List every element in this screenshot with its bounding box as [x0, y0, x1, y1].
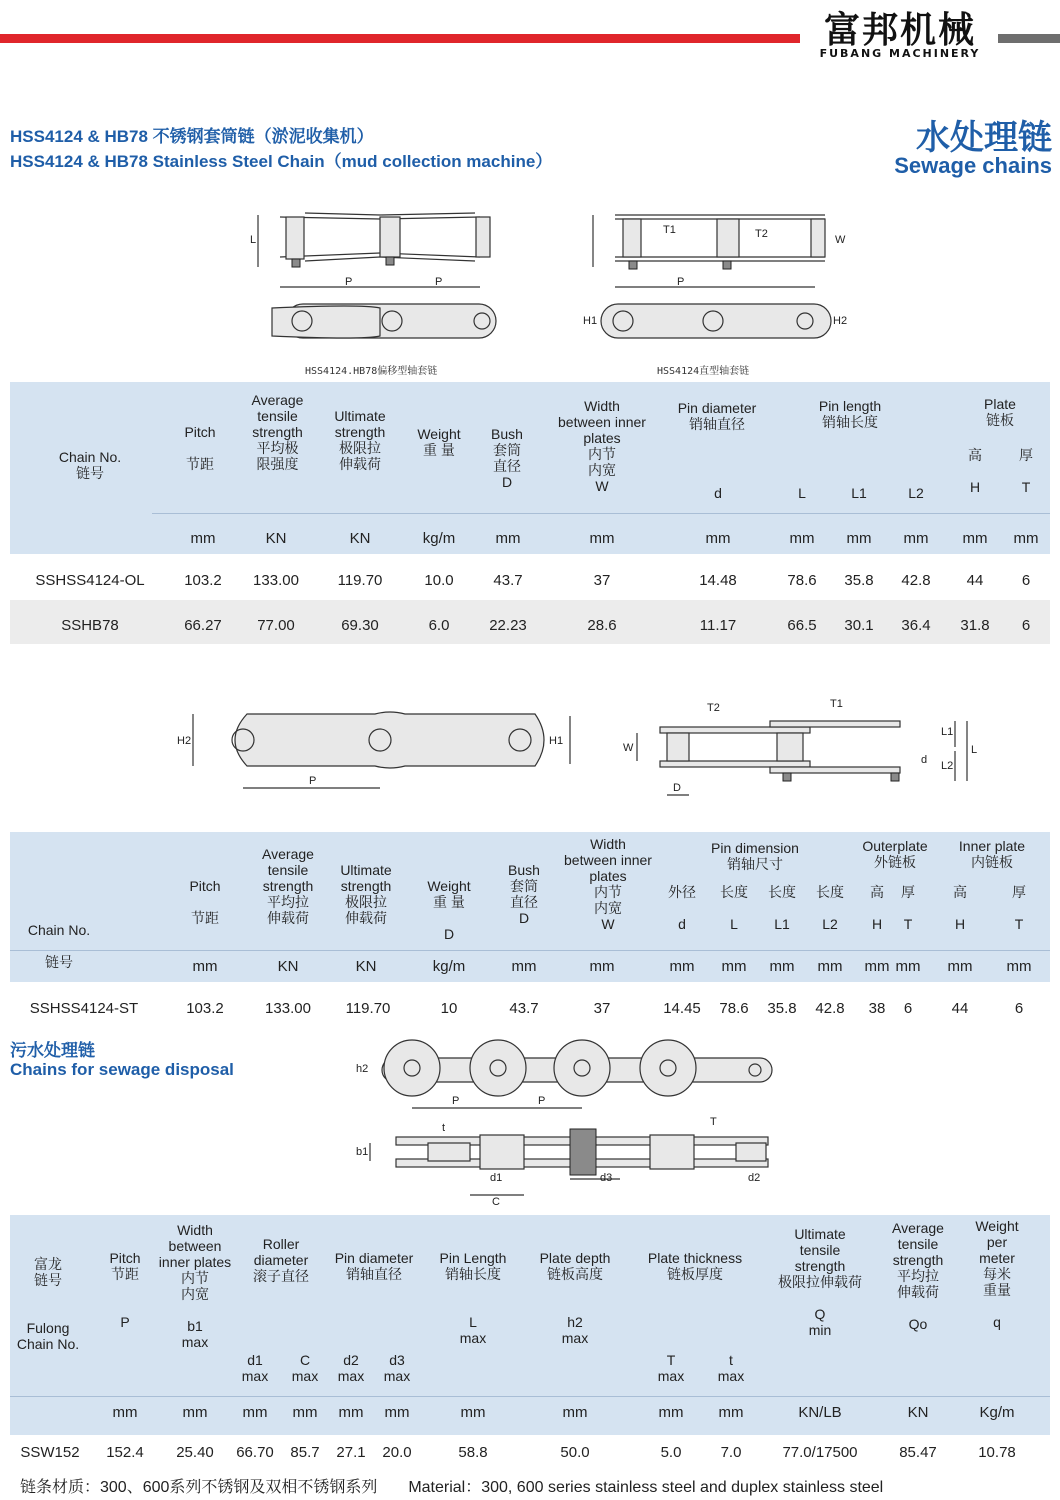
- section3-title-en: Chains for sewage disposal: [10, 1060, 234, 1079]
- label-sd-t: t: [442, 1122, 446, 1134]
- table1-header-d: d: [714, 485, 722, 501]
- label-sd-pitch-2: P: [538, 1095, 546, 1107]
- table1-cell: 44: [966, 572, 984, 589]
- table1-cell: 22.23: [489, 617, 527, 634]
- table1-unit: mm: [495, 530, 521, 547]
- footer-material-en: Material：300, 600 series stainless steel and duplex stainless steel: [408, 1479, 884, 1496]
- label-sd-d1: d1: [490, 1172, 503, 1184]
- table3-unit: mm: [182, 1404, 208, 1421]
- label-st-h1: H1: [549, 735, 564, 747]
- table3-header-c: C max: [291, 1352, 319, 1384]
- table2-header-ih: 高 H: [953, 884, 967, 932]
- table3-cell-chain: SSW152: [20, 1444, 80, 1461]
- table2-header-len: 长度 L: [720, 884, 748, 932]
- table1-header-H: 高 H: [968, 447, 982, 495]
- table2-cell: 78.6: [719, 1000, 749, 1017]
- table1-unit: KN: [349, 530, 371, 547]
- table2-header-weight: Weight 重 量 D: [427, 878, 471, 942]
- st-chain-plate-diagram: [175, 700, 585, 800]
- table3-header-pin-l: Pin Length 销轴长度 L max: [439, 1250, 507, 1346]
- table3-unit: mm: [384, 1404, 410, 1421]
- table1-cell: 43.7: [493, 572, 523, 589]
- table3-unit: KN: [907, 1404, 929, 1421]
- table3-cell: 50.0: [560, 1444, 590, 1461]
- label-sd-d2: d2: [748, 1172, 761, 1184]
- table3-header-T: T max: [657, 1352, 685, 1384]
- table1-cell: 66.5: [787, 617, 817, 634]
- table1-cell-chain: SSHB78: [61, 617, 119, 634]
- label-sd-pitch-1: P: [452, 1095, 460, 1107]
- table3-unit: mm: [718, 1404, 744, 1421]
- label-sd-h2: h2: [356, 1063, 369, 1075]
- table1-unit: KN: [265, 530, 287, 547]
- table1-header-ult: Ultimate strength 极限拉 伸载荷: [334, 408, 386, 472]
- table1-unit: mm: [589, 530, 615, 547]
- label-sd-T: T: [710, 1116, 717, 1128]
- label-st-w: W: [623, 742, 634, 754]
- table3-header-d1: d1 max: [241, 1352, 269, 1384]
- table2-header-od: 外径 d: [668, 884, 696, 932]
- table1-header-bush: Bush 套筒 直径 D: [491, 426, 523, 490]
- table2-cell: 6: [903, 1000, 913, 1017]
- table1-header-plate: Plate 链板: [984, 396, 1016, 428]
- label-straight-w: W: [835, 234, 846, 246]
- table3-unit: mm: [562, 1404, 588, 1421]
- table1-unit: mm: [903, 530, 929, 547]
- table2-header-outer: Outerplate 外链板: [862, 838, 928, 870]
- table2-cell-chain: SSHSS4124-ST: [29, 1000, 139, 1017]
- label-straight-h1: H1: [583, 315, 598, 327]
- table3-header-weight: Weight per meter 每米 重量 q: [975, 1218, 1019, 1330]
- table1-unit: mm: [846, 530, 872, 547]
- table3-cell: 85.47: [899, 1444, 937, 1461]
- brand-name-cn: 富邦机械: [823, 10, 976, 51]
- table1-cell: 77.00: [257, 617, 295, 634]
- sewage-chain-side-diagram: [350, 1115, 800, 1207]
- table1-header-pitch: Pitch 节距: [184, 424, 216, 472]
- table2-cell: 10: [440, 1000, 458, 1017]
- table3-header-ult: Ultimate tensile strength 极限拉伸载荷 Q min: [778, 1226, 862, 1338]
- table2-unit: mm: [721, 958, 747, 975]
- table1-header-chain: Chain No. 链号: [58, 449, 122, 481]
- table1-cell: 10.0: [424, 572, 454, 589]
- table2-unit: mm: [864, 958, 890, 975]
- straight-chain-side-diagram: [585, 205, 855, 295]
- table3-header-width: Width between inner plates 内节 内宽 b1 max: [158, 1222, 232, 1350]
- table1-unit: mm: [1013, 530, 1039, 547]
- table2-cell: 6: [1014, 1000, 1024, 1017]
- table1-header-pin-l: Pin length 销轴长度: [818, 398, 882, 430]
- label-st-l: L: [971, 744, 978, 756]
- table2-unit: KN: [355, 958, 377, 975]
- table3-unit: mm: [658, 1404, 684, 1421]
- table1-cell: 6.0: [428, 617, 450, 634]
- brand-name-en: FUBANG MACHINERY: [819, 47, 981, 60]
- table1-header-divider: [152, 513, 1050, 514]
- table2-cell: 14.45: [663, 1000, 701, 1017]
- label-offset-pitch-2: P: [435, 276, 443, 288]
- st-chain-side-diagram: [615, 695, 990, 805]
- table2-header-pitch: Pitch 节距: [189, 878, 221, 926]
- table2-unit: mm: [817, 958, 843, 975]
- footer-material: [20, 1474, 883, 1497]
- table2-unit: mm: [947, 958, 973, 975]
- table3-cell: 20.0: [382, 1444, 412, 1461]
- table1-cell-chain: SSHSS4124-OL: [35, 572, 145, 589]
- table2-header-it: 厚 T: [1012, 884, 1026, 932]
- table1-cell: 133.00: [253, 572, 299, 589]
- table3-header-pin-d: Pin diameter 销轴直径: [334, 1250, 414, 1282]
- table2-header-divider: [10, 950, 1050, 951]
- table3-unit: KN/LB: [798, 1404, 842, 1421]
- label-st-l1: L1: [941, 726, 954, 738]
- table1-header-weight: Weight 重 量: [417, 426, 461, 458]
- label-sd-b1: b1: [356, 1146, 369, 1158]
- table2-unit: mm: [769, 958, 795, 975]
- table2-header-len1: 长度 L1: [768, 884, 796, 932]
- table1-header-width: Width between inner plates 内节 内宽 W: [558, 398, 646, 494]
- table3-cell: 58.8: [458, 1444, 488, 1461]
- caption-straight-chain: HSS4124直型轴套链: [657, 366, 750, 377]
- table1-cell: 103.2: [184, 572, 222, 589]
- caption-offset-chain: HSS4124.HB78偏移型轴套链: [305, 366, 438, 377]
- offset-chain-side-diagram: [250, 205, 520, 295]
- label-st-t1: T1: [830, 698, 843, 710]
- table2-header-width: Width between inner plates 内节 内宽 W: [564, 836, 652, 932]
- table1-cell: 37: [593, 572, 611, 589]
- label-offset-pitch-1: P: [345, 276, 353, 288]
- table1-cell: 31.8: [960, 617, 990, 634]
- label-st-d: d: [921, 754, 928, 766]
- label-straight-t2: T2: [755, 228, 768, 240]
- table2-unit: mm: [511, 958, 537, 975]
- table3-cell: 5.0: [660, 1444, 682, 1461]
- table2-unit: mm: [1006, 958, 1032, 975]
- table1-cell: 35.8: [844, 572, 874, 589]
- table3-header-roller: Roller diameter 滚子直径: [253, 1236, 309, 1284]
- table2-cell: 103.2: [186, 1000, 224, 1017]
- label-offset-l: L: [250, 234, 257, 246]
- table3-header-pitch: Pitch 节距 P: [109, 1250, 141, 1330]
- table2-header-pin: Pin dimension 销轴尺寸: [711, 840, 799, 872]
- table3-unit: mm: [460, 1404, 486, 1421]
- table1-header-L2: L2: [908, 485, 924, 501]
- table1-cell: 119.70: [337, 572, 383, 589]
- table1-header-L1: L1: [851, 485, 867, 501]
- table2-header-ult: Ultimate strength 极限拉 伸载荷: [340, 862, 392, 926]
- footer-material-cn: 链条材质：300、600系列不锈钢及双相不锈钢系列: [20, 1479, 378, 1496]
- category-title-cn: 水处理链: [916, 118, 1052, 158]
- label-straight-pitch: P: [677, 276, 685, 288]
- table2-cell: 38: [868, 1000, 886, 1017]
- label-st-bush-d: D: [673, 782, 681, 794]
- table3-header-divider: [10, 1396, 1050, 1397]
- page-title-en: HSS4124 & HB78 Stainless Steel Chain（mud collection machine）: [10, 152, 553, 171]
- table2-unit: mm: [192, 958, 218, 975]
- label-st-t2: T2: [707, 702, 720, 714]
- straight-chain-plate-diagram: [583, 300, 848, 342]
- table2-header-len2: 长度 L2: [816, 884, 844, 932]
- table1-cell: 6: [1021, 617, 1031, 634]
- table3-header-thick: Plate thickness 链板厚度: [647, 1250, 743, 1282]
- table1-header-T: 厚 T: [1019, 447, 1033, 495]
- table3-cell: 10.78: [978, 1444, 1016, 1461]
- table3-cell: 152.4: [106, 1444, 144, 1461]
- table2-header-chain: Chain No. 链号: [27, 922, 91, 970]
- table1-unit: mm: [705, 530, 731, 547]
- table1-cell: 11.17: [699, 617, 737, 634]
- table1-cell: 42.8: [901, 572, 931, 589]
- section3-title-cn: 污水处理链: [10, 1041, 95, 1060]
- table2-cell: 42.8: [815, 1000, 845, 1017]
- table3-header-d3: d3 max: [383, 1352, 411, 1384]
- table1-cell: 28.6: [587, 617, 617, 634]
- table1-header-pin-d: Pin diameter 销轴直径: [677, 400, 757, 432]
- table3-unit: Kg/m: [979, 1404, 1015, 1421]
- header-red-bar: [0, 34, 800, 43]
- table1-header-avg: Average tensile strength 平均极 限强度: [251, 392, 304, 472]
- table2-header-bush: Bush 套筒 直径 D: [508, 862, 540, 926]
- table2-header-ot: 厚 T: [901, 884, 915, 932]
- table3-header-avg: Average tensile strength 平均拉 伸载荷 Qo: [892, 1220, 944, 1332]
- table2-cell: 44: [951, 1000, 969, 1017]
- table1-header-L: L: [798, 485, 806, 501]
- table1-cell: 78.6: [787, 572, 817, 589]
- category-title-en: Sewage chains: [894, 153, 1052, 178]
- table1-cell: 14.48: [699, 572, 737, 589]
- table3-cell: 27.1: [336, 1444, 366, 1461]
- table2-unit: KN: [277, 958, 299, 975]
- table2-cell: 133.00: [265, 1000, 311, 1017]
- table2-cell: 43.7: [509, 1000, 539, 1017]
- page-title-cn: HSS4124 & HB78 不锈钢套筒链（淤泥收集机）: [10, 127, 374, 146]
- table2-unit: kg/m: [432, 958, 466, 975]
- table2-unit: mm: [895, 958, 921, 975]
- table3-cell: 77.0/17500: [782, 1444, 858, 1461]
- table1-cell: 36.4: [901, 617, 931, 634]
- table3-unit: mm: [338, 1404, 364, 1421]
- table2-unit: mm: [589, 958, 615, 975]
- table1-unit: mm: [962, 530, 988, 547]
- table3-unit: mm: [292, 1404, 318, 1421]
- table1-cell: 30.1: [844, 617, 874, 634]
- table3-cell: 7.0: [720, 1444, 742, 1461]
- table2-unit: mm: [669, 958, 695, 975]
- table1-cell: 6: [1021, 572, 1031, 589]
- table3-cell: 25.40: [176, 1444, 214, 1461]
- label-straight-h2: H2: [833, 315, 848, 327]
- table2-header-oh: 高 H: [870, 884, 884, 932]
- table1-unit: mm: [789, 530, 815, 547]
- table3-header-depth: Plate depth 链板高度 h2 max: [539, 1250, 611, 1346]
- table3-unit: mm: [242, 1404, 268, 1421]
- table1-unit: mm: [190, 530, 216, 547]
- table3-header-d2: d2 max: [337, 1352, 365, 1384]
- offset-chain-plate-diagram: [262, 300, 502, 342]
- table2-cell: 119.70: [345, 1000, 391, 1017]
- label-straight-t1: T1: [663, 224, 676, 236]
- table2-cell: 37: [593, 1000, 611, 1017]
- label-sd-d3: d3: [600, 1172, 613, 1184]
- sewage-chain-plate-diagram: [350, 1040, 780, 1116]
- table2-header-avg: Average tensile strength 平均拉 伸载荷: [262, 846, 314, 926]
- table3-header-chain: 富龙 链号 Fulong Chain No.: [16, 1256, 80, 1352]
- header-grey-bar: [998, 34, 1060, 43]
- label-st-h2: H2: [177, 735, 192, 747]
- table1-unit: kg/m: [422, 530, 456, 547]
- table2-header-inner: Inner plate 内链板: [958, 838, 1026, 870]
- table3-cell: 85.7: [290, 1444, 320, 1461]
- table3-unit: mm: [112, 1404, 138, 1421]
- table1-cell: 66.27: [184, 617, 222, 634]
- label-st-pitch: P: [309, 775, 317, 787]
- table3-cell: 66.70: [236, 1444, 274, 1461]
- label-sd-c: C: [492, 1196, 500, 1208]
- table3-header-t: t max: [717, 1352, 745, 1384]
- table2-cell: 35.8: [767, 1000, 797, 1017]
- table1-cell: 69.30: [341, 617, 379, 634]
- label-st-l2: L2: [941, 760, 954, 772]
